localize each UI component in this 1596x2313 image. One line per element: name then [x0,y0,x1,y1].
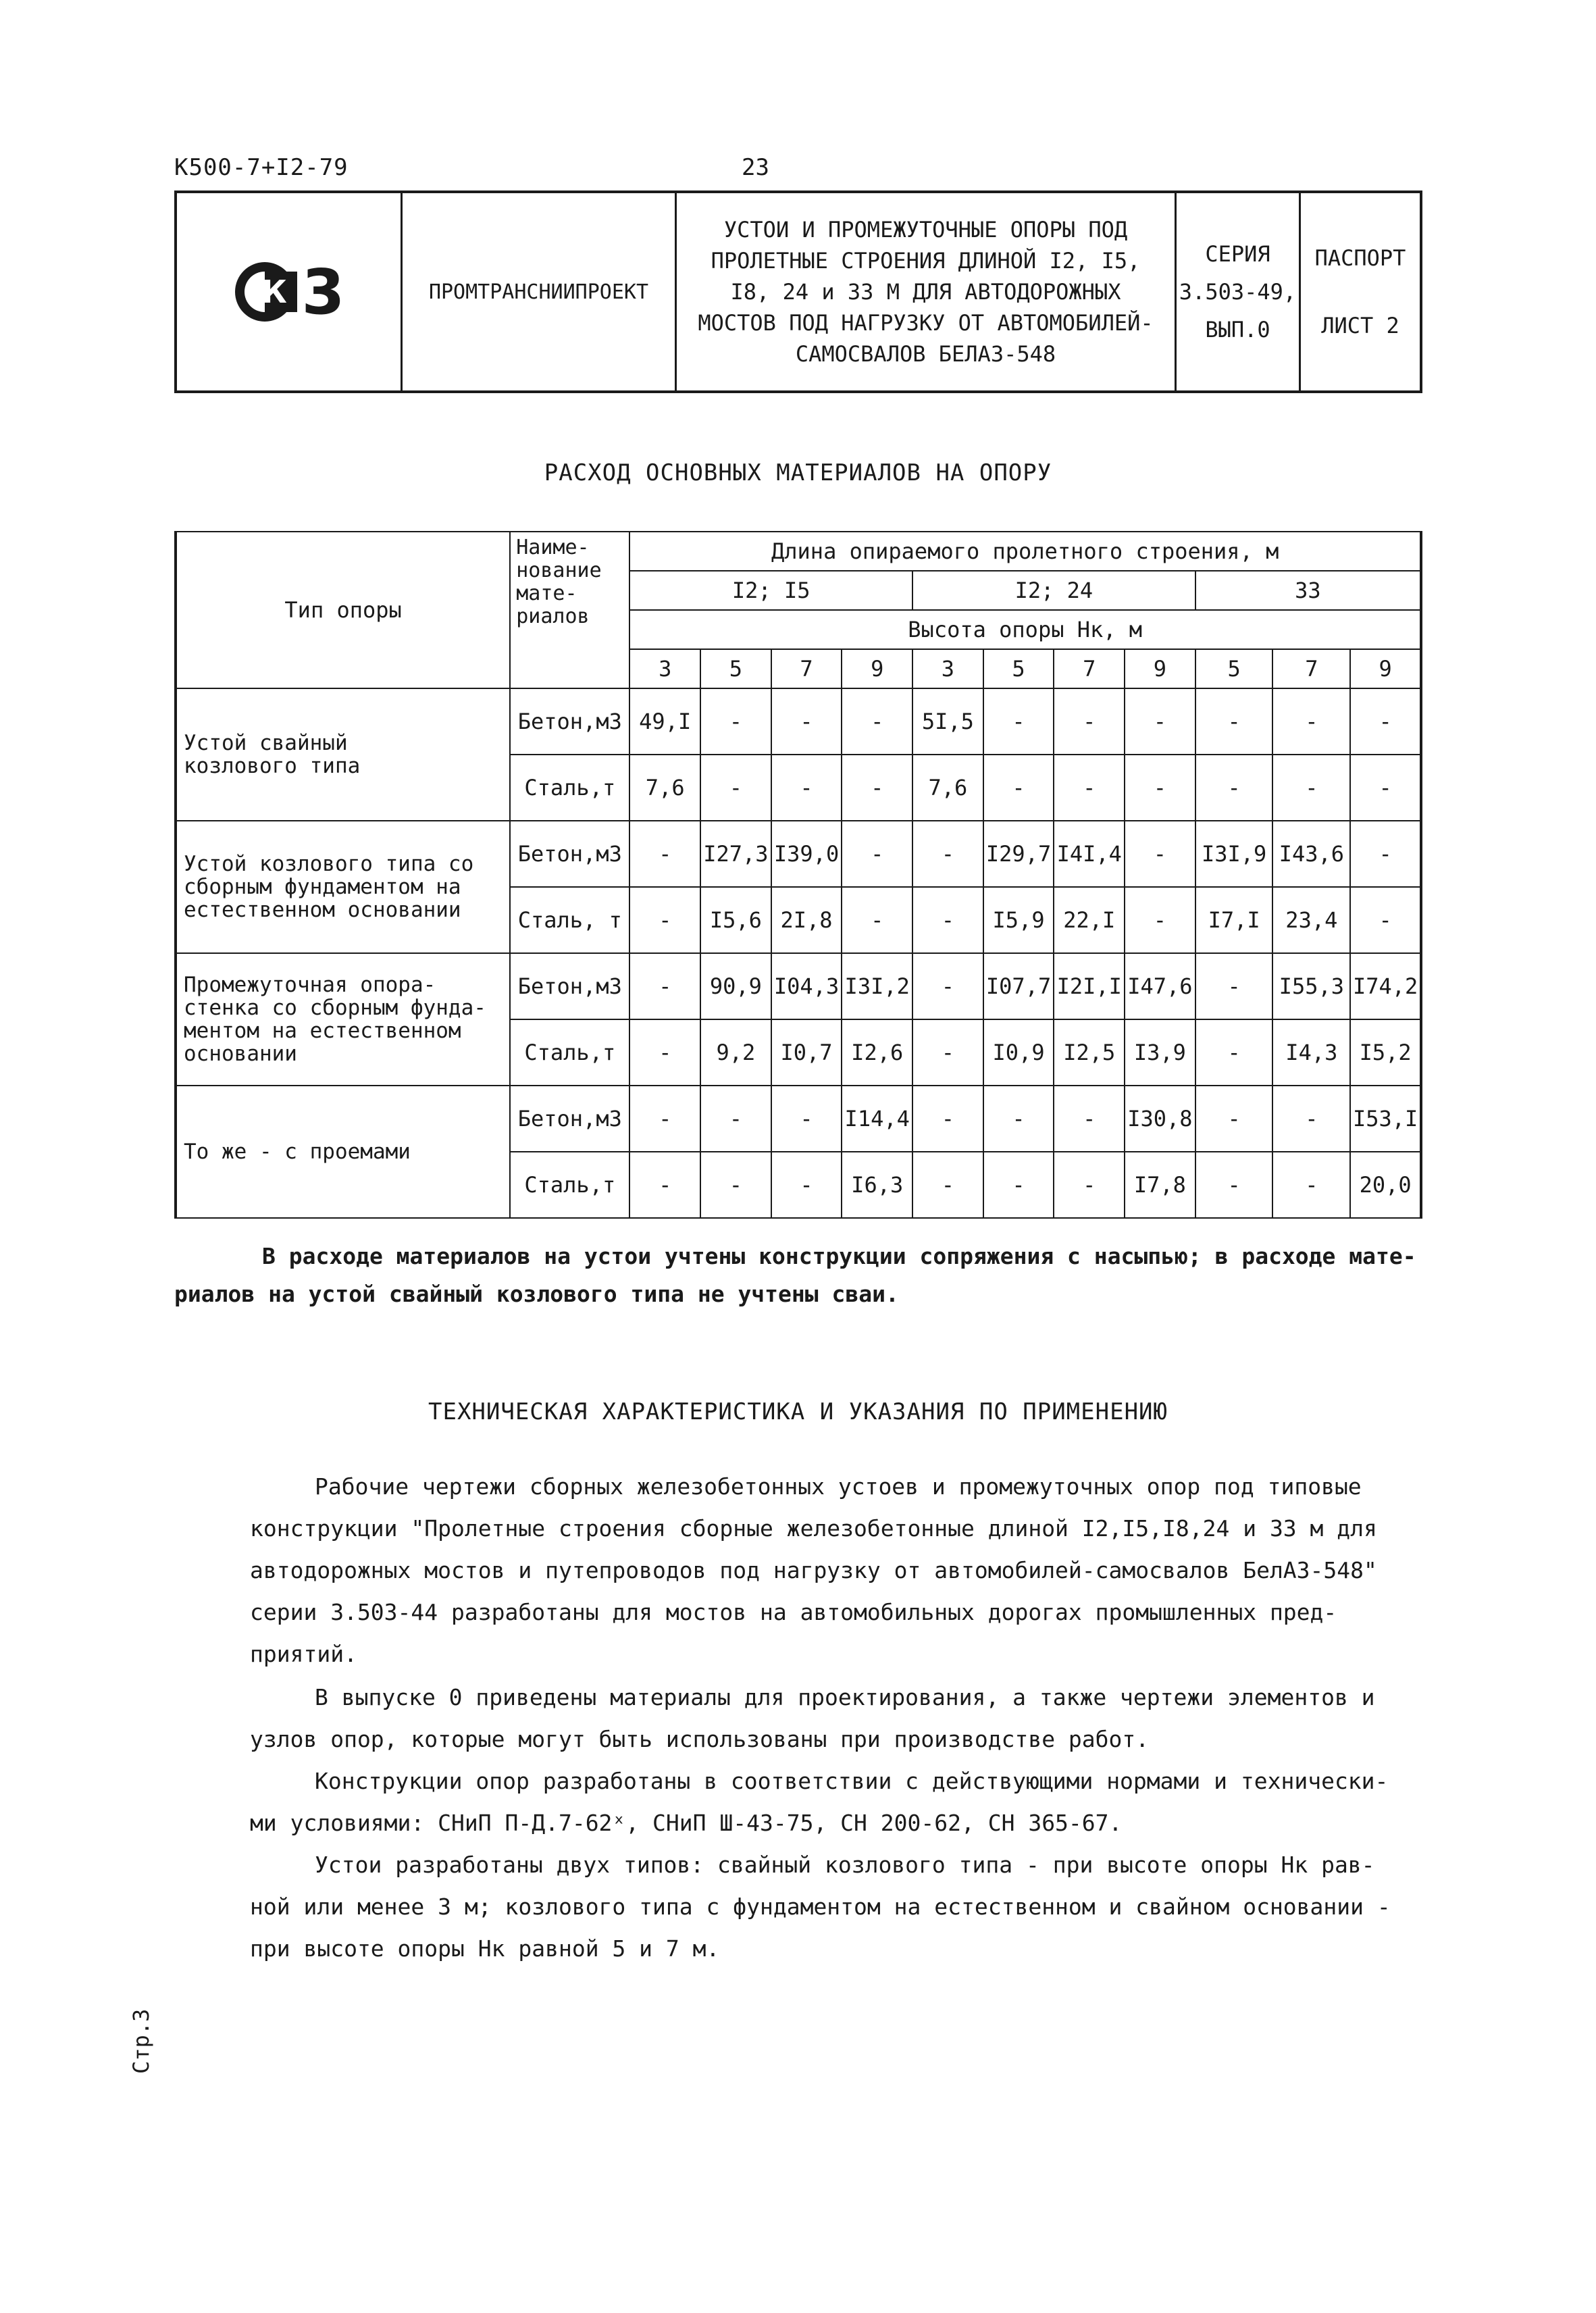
material-cell: Бетон,м3 [510,1086,629,1152]
value-cell: - [842,688,912,755]
value-cell: - [1054,1152,1125,1218]
value-cell: - [1125,688,1195,755]
table-title: РАСХОД ОСНОВНЫХ МАТЕРИАЛОВ НА ОПОРУ [544,459,1052,486]
tech-title: ТЕХНИЧЕСКАЯ ХАРАКТЕРИСТИКА И УКАЗАНИЯ ПО ПРИМЕНЕНИЮ [428,1398,1168,1425]
value-cell: 7,6 [912,755,983,821]
value-cell: - [912,821,983,887]
height-value-header: 7 [1272,649,1350,688]
material-cell: Сталь,т [510,755,629,821]
value-cell: I5,6 [700,887,771,953]
value-cell: 23,4 [1272,887,1350,953]
value-cell: I07,7 [983,953,1054,1019]
value-cell: - [629,953,700,1019]
value-cell: - [629,1152,700,1218]
value-cell: I4,3 [1272,1019,1350,1086]
value-cell: - [983,1086,1054,1152]
value-cell: I47,6 [1125,953,1195,1019]
material-cell: Бетон,м3 [510,821,629,887]
value-cell: I2,5 [1054,1019,1125,1086]
value-cell: - [700,755,771,821]
value-cell: I7,I [1195,887,1273,953]
value-cell: - [771,1086,842,1152]
value-cell: I43,6 [1272,821,1350,887]
height-value-header: 7 [1054,649,1125,688]
value-cell: - [1350,755,1421,821]
value-cell: I04,3 [771,953,842,1019]
support-type-line: Промежуточная опора- [184,973,436,997]
value-cell: - [912,1086,983,1152]
material-column-header: Наиме- нование мате- риалов [510,532,629,688]
stamp-series [1177,193,1301,390]
value-cell: - [771,755,842,821]
stamp-title-line: УСТОИ И ПРОМЕЖУТОЧНЫЕ ОПОРЫ ПОД [723,217,1128,243]
tech-paragraph-3: Конструкции опор разработаны в соответствии с действующими нормами и технически- ми условиями: СНиП П-Д.7-62ˣ, СНиП Ш-43-75, СН 200-62, СН 365-67. [250,1768,1389,1836]
span-group-header: 33 [1195,571,1421,610]
table-note [174,1238,1422,1313]
note-line: В расходе материалов на устои учтены конструкции сопряжения с насыпью; в расходе мате- [262,1243,1416,1269]
value-cell: - [1125,821,1195,887]
span-group-header: I2; 24 [912,571,1195,610]
support-type-line: сборным фундаментом на [184,875,461,899]
value-cell: - [700,1152,771,1218]
value-cell: - [842,755,912,821]
sheet-number: ЛИСТ 2 [1321,313,1399,338]
value-cell: I29,7 [983,821,1054,887]
value-cell: I27,3 [700,821,771,887]
value-cell: - [1350,821,1421,887]
value-cell: I14,4 [842,1086,912,1152]
tech-paragraph-1: Рабочие чертежи сборных железобетонных устоев и промежуточных опор под типовые конструкции "Пролетные строения сборные железобетонные длиной I2,I5,I8,24 и 33 м для автодорожных мостов и путепроводов под нагрузку от автомобилей-самосвалов БелАЗ-548" серии 3.503-44 разработаны для мостов на автомобильных дорогах промышленных пред- приятий. [250,1473,1377,1667]
material-cell: Бетон,м3 [510,688,629,755]
value-cell: - [1272,1152,1350,1218]
value-cell: - [1054,688,1125,755]
value-cell: - [1054,1086,1125,1152]
support-type-line: Устой козлового типа со [184,852,474,876]
support-type-line: козлового типа [184,754,361,778]
height-value-header: 9 [1350,649,1421,688]
value-cell: - [912,1152,983,1218]
value-cell: - [1195,688,1273,755]
value-cell: - [1195,755,1273,821]
value-cell: - [771,1152,842,1218]
value-cell: I30,8 [1125,1086,1195,1152]
value-cell: - [1272,755,1350,821]
value-cell: - [1350,887,1421,953]
span-length-header: Длина опираемого пролетного строения, м [629,532,1421,571]
materials-table [174,531,1422,1219]
value-cell: 5I,5 [912,688,983,755]
stamp-title-line: САМОСВАЛОВ БЕЛАЗ-548 [795,341,1056,367]
value-cell: I5,9 [983,887,1054,953]
value-cell: - [842,821,912,887]
value-cell: 20,0 [1350,1152,1421,1218]
value-cell: I3I,2 [842,953,912,1019]
logo-number: 3 [301,255,345,328]
type-column-header: Тип опоры [176,532,510,688]
height-value-header: 9 [842,649,912,688]
stamp-title [677,193,1177,390]
height-header: Высота опоры Нк, м [629,610,1421,649]
tech-paragraph-4: Устои разработаны двух типов: свайный козлового типа - при высоте опоры Нк рав- ной или менее 3 м; козлового типа с фундаментом на естественном и свайном основании - при высоте опоры Нк равной 5 и 7 м. [250,1852,1391,1962]
support-type-line: естественном основании [184,898,461,922]
stamp-logo-cell [177,193,403,390]
value-cell: - [771,688,842,755]
tech-paragraph-2: В выпуске 0 приведены материалы для проектирования, а также чертежи элементов и узлов опор, которые могут быть использованы при производстве работ. [250,1684,1375,1752]
stamp-title-line: ПРОЛЕТНЫЕ СТРОЕНИЯ ДЛИНОЙ I2, I5, [711,248,1141,274]
support-type-line: Устой свайный [184,731,348,755]
support-type-cell [176,1086,510,1218]
value-cell: - [1125,755,1195,821]
height-value-header: 5 [1195,649,1273,688]
value-cell: - [912,1019,983,1086]
support-type-cell [176,953,510,1086]
value-cell: 49,I [629,688,700,755]
issue-number: ВЫП.0 [1205,317,1270,342]
support-type-line: То же - с проемами [184,1140,411,1164]
table-row [176,821,1421,887]
value-cell: 22,I [1054,887,1125,953]
support-type-cell [176,821,510,953]
value-cell: I3I,9 [1195,821,1273,887]
value-cell: I2,6 [842,1019,912,1086]
value-cell: - [629,1019,700,1086]
title-stamp [174,190,1422,393]
support-type-line: ментом на естественном [184,1019,461,1043]
value-cell: I0,9 [983,1019,1054,1086]
value-cell: I3,9 [1125,1019,1195,1086]
table-row [176,953,1421,1019]
height-value-header: 7 [771,649,842,688]
series-value: 3.503-49, [1179,279,1297,305]
value-cell: I53,I [1350,1086,1421,1152]
value-cell: I0,7 [771,1019,842,1086]
material-cell: Сталь,т [510,1019,629,1086]
value-cell: - [983,1152,1054,1218]
stamp-title-line: МОСТОВ ПОД НАГРУЗКУ ОТ АВТОМОБИЛЕЙ- [698,310,1154,336]
value-cell: - [629,887,700,953]
value-cell: I7,8 [1125,1152,1195,1218]
value-cell: - [629,821,700,887]
value-cell: - [983,755,1054,821]
value-cell: - [629,1086,700,1152]
value-cell: - [1350,688,1421,755]
support-type-line: стенка со сборным фунда- [184,996,486,1020]
stamp-title-line: I8, 24 и 33 М ДЛЯ АВТОДОРОЖНЫХ [730,279,1121,305]
value-cell: - [842,887,912,953]
height-value-header: 5 [700,649,771,688]
value-cell: - [700,1086,771,1152]
value-cell: - [912,887,983,953]
logo-mark [232,259,297,324]
stamp-organization: ПРОМТРАНСНИИПРОЕКТ [403,193,677,390]
span-group-header: I2; I5 [629,571,912,610]
height-value-header: 9 [1125,649,1195,688]
value-cell: - [912,953,983,1019]
table-row [176,1086,1421,1152]
value-cell: I5,2 [1350,1019,1421,1086]
material-cell: Бетон,м3 [510,953,629,1019]
value-cell: - [1125,887,1195,953]
value-cell: - [1272,688,1350,755]
page-number: 23 [742,154,769,181]
value-cell: - [700,688,771,755]
value-cell: I6,3 [842,1152,912,1218]
height-value-header: 5 [983,649,1054,688]
support-type-line: основании [184,1042,297,1066]
value-cell: - [1195,1086,1273,1152]
value-cell: I2I,I [1054,953,1125,1019]
value-cell: 90,9 [700,953,771,1019]
note-line: риалов на устой свайный козлового типа не учтены сваи. [174,1281,899,1307]
value-cell: I39,0 [771,821,842,887]
value-cell: I55,3 [1272,953,1350,1019]
table-row [176,688,1421,755]
logo-letter: К [261,274,288,310]
value-cell: - [1272,1086,1350,1152]
document-code: К500-7+I2-79 [174,154,349,181]
value-cell: 9,2 [700,1019,771,1086]
value-cell: - [1195,1019,1273,1086]
value-cell: I74,2 [1350,953,1421,1019]
value-cell: - [1054,755,1125,821]
value-cell: - [1195,953,1273,1019]
value-cell: - [983,688,1054,755]
passport-label: ПАСПОРТ [1314,245,1406,271]
value-cell: - [1195,1152,1273,1218]
organization-logo [232,256,344,328]
support-type-cell [176,688,510,821]
value-cell: 7,6 [629,755,700,821]
height-value-header: 3 [912,649,983,688]
stamp-passport [1301,193,1420,390]
value-cell: 2I,8 [771,887,842,953]
height-value-header: 3 [629,649,700,688]
material-cell: Сталь,т [510,1152,629,1218]
series-label: СЕРИЯ [1205,241,1270,267]
value-cell: I4I,4 [1054,821,1125,887]
page-side-label: Стр.3 [128,2008,154,2074]
material-cell: Сталь, т [510,887,629,953]
